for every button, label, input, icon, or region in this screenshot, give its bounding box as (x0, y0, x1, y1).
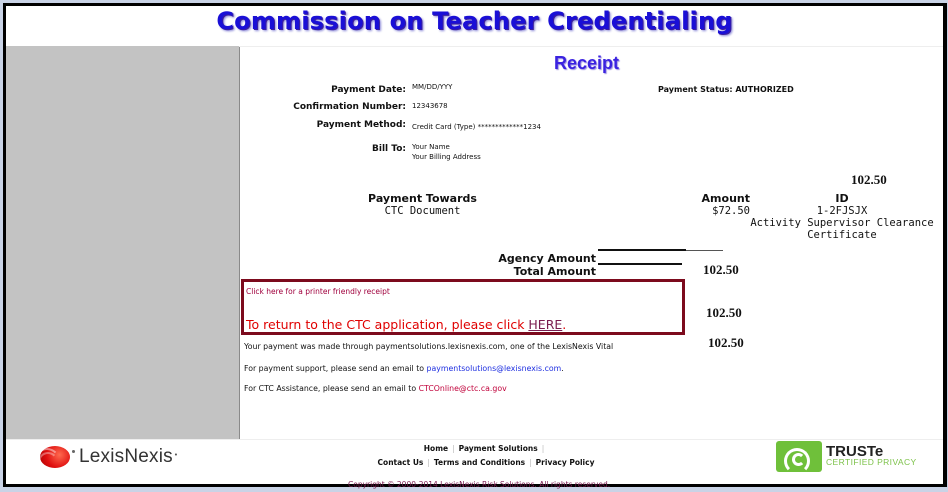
registered-mark-icon: • (173, 451, 179, 459)
payment-support-suffix: . (561, 364, 564, 373)
return-here-link[interactable]: HERE (528, 317, 563, 332)
lexisnexis-logo (40, 444, 178, 470)
truste-name: TRUSTe (826, 442, 884, 460)
lexisnexis-knowledge-burst-icon (40, 446, 70, 468)
divider (598, 249, 686, 251)
printer-friendly-link[interactable]: Click here for a printer friendly receipt (246, 287, 390, 296)
cell-id-description-2: Certificate (807, 229, 877, 241)
payment-method-value: Credit Card (Type) *************1234 (412, 123, 541, 131)
registered-mark-icon (72, 450, 75, 453)
return-message-text: To return to the CTC application, please click (246, 317, 529, 332)
truste-subtitle: CERTIFIED PRIVACY (826, 456, 917, 467)
receipt-title: Receipt (554, 53, 620, 73)
footer-link-home[interactable]: Home (423, 444, 449, 453)
action-links-box (241, 279, 685, 335)
col-header-id: ID (835, 192, 849, 205)
bill-to-label: Bill To: (372, 144, 406, 154)
payment-status-label: Payment Status: (658, 85, 733, 94)
col-header-amount: Amount (701, 192, 750, 205)
payment-method-label: Payment Method: (316, 120, 406, 130)
col-header-payment-towards: Payment Towards (368, 192, 477, 205)
truste-e-glyph-icon (792, 453, 805, 466)
amount-figure: 102.50 (706, 305, 742, 320)
payment-support-email-link[interactable]: paymentsolutions@lexisnexis.com (426, 364, 562, 373)
payment-date-value: MM/DD/YYY (412, 83, 453, 91)
total-amount-value: 102.50 (703, 262, 739, 277)
cell-amount: $72.50 (712, 205, 750, 217)
ctc-email-link[interactable]: CTCOnline@ctc.ca.gov (418, 384, 507, 393)
copyright-text: Copyright © 2000-2014 LexisNexis Risk Solutions. All rights reserved. (348, 480, 611, 489)
truste-text (826, 442, 917, 468)
footer-link-privacy-policy[interactable]: Privacy Policy (535, 458, 595, 467)
lexisnexis-wordmark: LexisNexis (79, 446, 173, 467)
bill-to-name: Your Name (412, 143, 450, 151)
page-frame (3, 3, 947, 487)
return-message (246, 317, 566, 332)
footer-link-terms[interactable]: Terms and Conditions (433, 458, 526, 467)
confirmation-number-label: Confirmation Number: (293, 102, 406, 112)
separator: | (541, 444, 545, 453)
payment-status-value: AUTHORIZED (735, 85, 794, 94)
truste-e-icon (776, 441, 822, 472)
footer (6, 439, 943, 489)
payment-made-text: Your payment was made through paymentsolutions.lexisnexis.com, one of the LexisNexis Vital (244, 342, 614, 351)
payment-support-text (244, 364, 564, 373)
footer-links-row-1 (326, 442, 646, 456)
receipt-content (240, 47, 943, 439)
total-amount-label: Total Amount (513, 265, 596, 278)
payment-status (658, 85, 794, 94)
footer-links-row-2 (326, 456, 646, 470)
payment-date-label: Payment Date: (331, 85, 406, 95)
truste-seal[interactable] (776, 441, 917, 472)
ctc-assistance-text (244, 384, 507, 393)
amount-figure: 102.50 (851, 172, 887, 187)
divider (686, 250, 723, 251)
payment-support-prefix: For payment support, please send an email to (244, 364, 427, 373)
return-message-period: . (562, 317, 567, 332)
cell-id: 1-2FJSJX (816, 205, 868, 217)
footer-links (326, 442, 646, 470)
amount-figure: 102.50 (708, 335, 744, 350)
site-title: Commission on Teacher Credentialing (216, 7, 733, 35)
cell-payment-towards: CTC Document (384, 205, 461, 217)
footer-link-contact-us[interactable]: Contact Us (377, 458, 424, 467)
confirmation-number-value: 12343678 (412, 102, 448, 110)
left-sidebar (6, 46, 240, 439)
cell-id-description: Activity Supervisor Clearance (750, 217, 934, 229)
agency-amount-label: Agency Amount (498, 252, 596, 265)
footer-link-payment-solutions[interactable]: Payment Solutions (458, 444, 538, 453)
bill-to-address: Your Billing Address (412, 153, 481, 161)
ctc-assistance-prefix: For CTC Assistance, please send an email to (244, 384, 419, 393)
separator: | (452, 444, 455, 453)
separator: | (529, 458, 532, 467)
divider (598, 263, 682, 265)
separator: | (427, 458, 430, 467)
